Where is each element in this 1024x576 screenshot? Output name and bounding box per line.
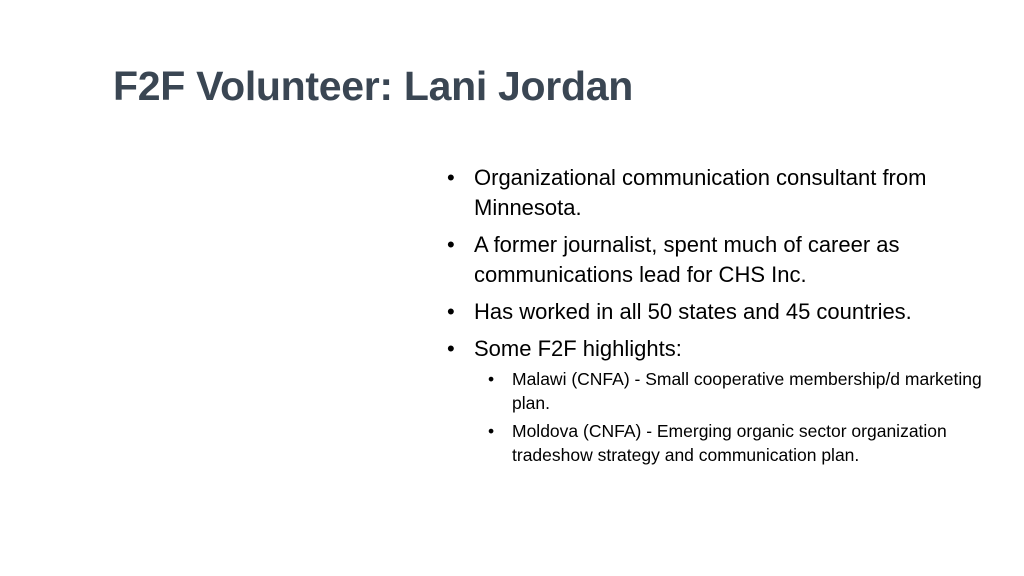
slide-title: F2F Volunteer: Lani Jordan [113,63,633,109]
sub-bullet-list [474,367,1012,467]
sub-bullet-text: Moldova (CNFA) - Emerging organic sector organization tradeshow strategy and communication plan. [512,421,947,465]
bullet-dot: • [447,299,455,324]
bullet-text: Some F2F highlights: [474,336,682,361]
bullet-dot: • [447,165,455,190]
bullet-list [447,163,1012,467]
bullet-dot: • [447,336,455,361]
sub-bullet-item [474,367,1012,415]
slide-content [447,163,1012,474]
bullet-item [447,163,1012,223]
bullet-item [447,230,1012,290]
sub-bullet-item [474,419,1012,467]
bullet-item [447,297,1012,327]
bullet-item [447,334,1012,467]
bullet-text: A former journalist, spent much of career as communications lead for CHS Inc. [474,232,900,287]
bullet-dot: • [447,232,455,257]
sub-bullet-dot: • [488,421,495,441]
sub-bullet-dot: • [488,369,495,389]
bullet-text: Has worked in all 50 states and 45 countries. [474,299,912,324]
sub-bullet-text: Malawi (CNFA) - Small cooperative membership/d marketing plan. [512,369,982,413]
bullet-text: Organizational communication consultant from Minnesota. [474,165,927,220]
